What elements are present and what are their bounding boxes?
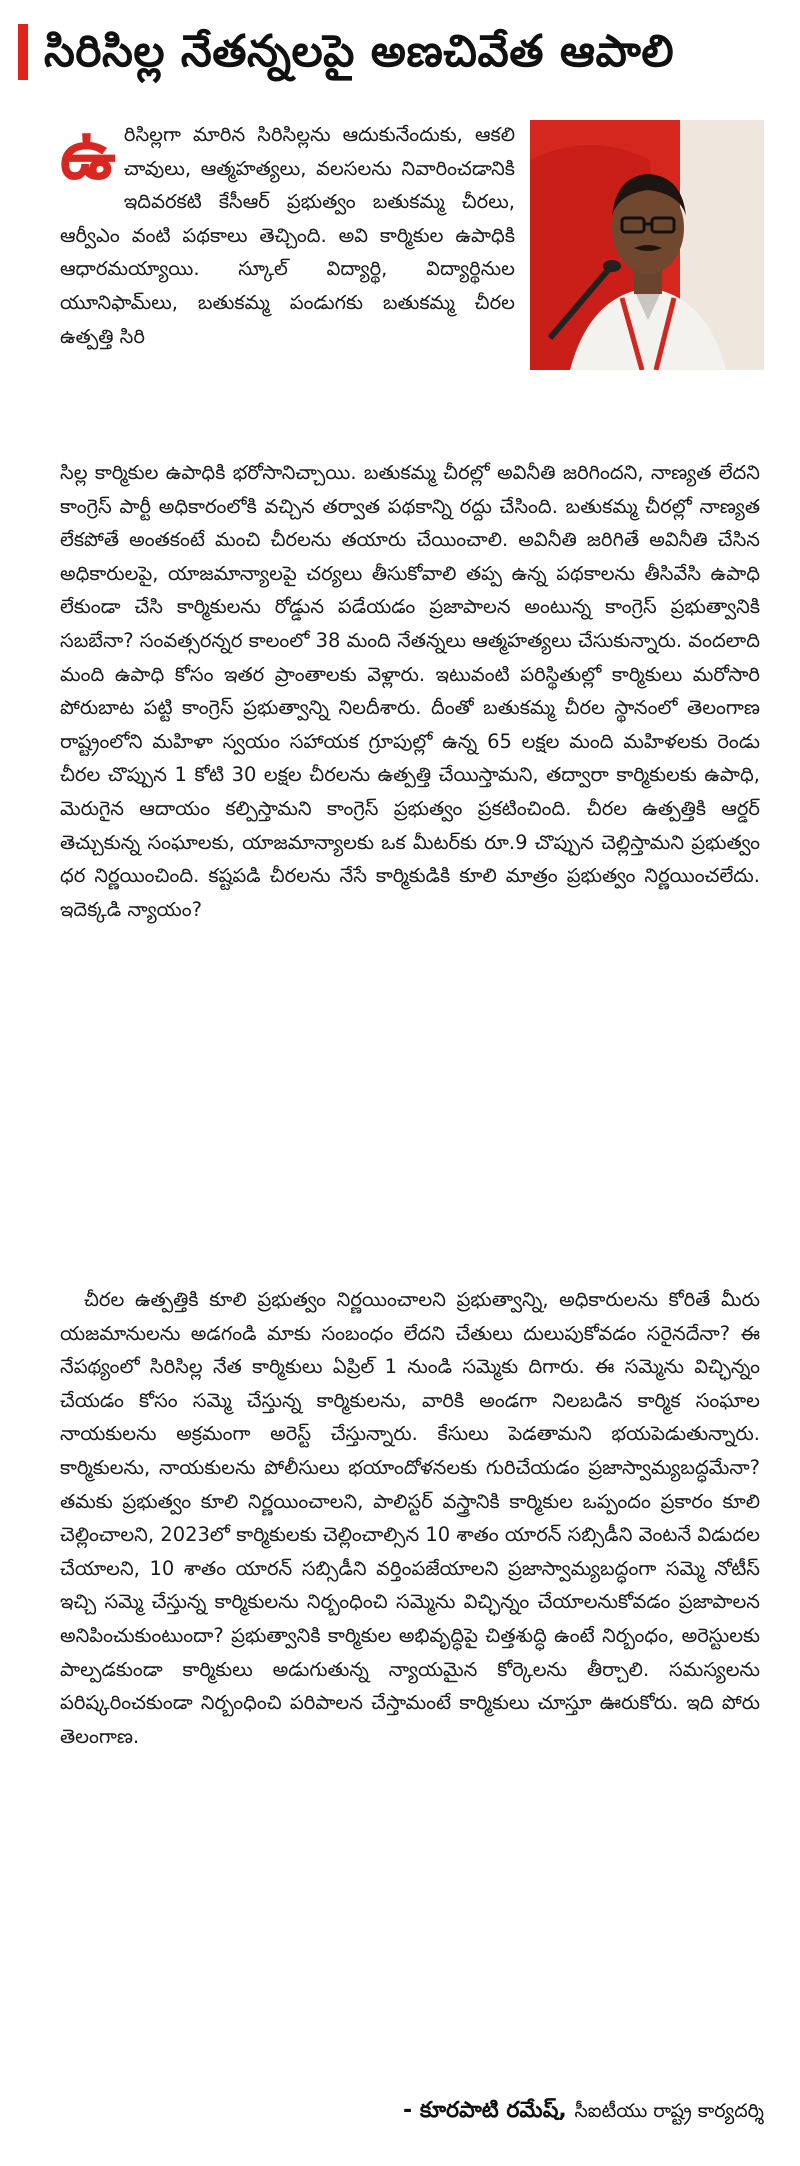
headline-accent-bar: [18, 24, 28, 80]
dropcap-letter: ఉ: [60, 113, 116, 195]
paragraph-1-rest: సిల్ల కార్మికుల ఉపాధికి భరోసానిచ్చాయి. బతుకమ్మ చీరల్లో అవినీతి జరిగిందని, నాణ్యత లేదని కాంగ్రెస్ పార్టీ అధికారంలోకి వచ్చిన తర్వాత పథకాన్ని రద్దు చేసింది. బతుకమ్మ చీరల్లో నాణ్యత లేకపోతే అంతకంటే మంచి చీరలను తయారు చేయించాలి. అవినీతి జరిగితే అవినీతి చేసిన అధికారులపై, యాజమాన్యాలపై చర్యలు తీసుకోవాలి తప్ప ఉన్న పథకాలను తీసివేసి ఉపాధి లేకుండా చేసి కార్మికులను రోడ్డున పడేయడం ప్రజాపాలన అంటున్న కాంగ్రెస్ ప్రభుత్వానికి సబబేనా? సంవత్సరన్నర కాలంలో 38 మంది నేతన్నలు ఆత్మహత్యలు చేసుకున్నారు. వందలాది మంది ఉపాధి కోసం ఇతర ప్రాంతాలకు వెళ్లారు. ఇటువంటి పరిస్థితుల్లో కార్మికులు మరోసారి పోరుబాట పట్టి కాంగ్రెస్ ప్రభుత్వాన్ని నిలదీశారు. దీంతో బతుకమ్మ చీరల స్థానంలో తెలంగాణ రాష్ట్రంలోని మహిళా స్వయం సహాయక గ్రూపుల్లో ఉన్న 65 లక్షల మంది మహిళలకు రెండు చీరల చొప్పున 1 కోటి 30 లక్షల చీరలను ఉత్పత్తి చేయిస్తామని, తద్వారా కార్మికులకు ఉపాధి, మెరుగైన ఆదాయం కల్పిస్తామని కాంగ్రెస్ ప్రభుత్వం ప్రకటించింది. చీరల ఉత్పత్తికి ఆర్డర్ తెచ్చుకున్న సంఘాలకు, యాజమాన్యాలకు ఒక మీటర్‌కు రూ.9 చొప్పున చెల్లిస్తామని ప్రభుత్వం ధర నిర్ణయించింది. కష్టపడి చీరలను నేసే కార్మికుడికి కూలి మాత్రం ప్రభుత్వం నిర్ణయించలేదు. ఇదెక్కడి న్యాయం?: [60, 461, 760, 921]
paragraph-1-rest-block: [60, 456, 760, 926]
headline: సిరిసిల్ల నేతన్నలపై అణచివేత ఆపాలి: [44, 26, 675, 77]
byline-name: - కూరపాటి రమేష్,: [403, 2098, 567, 2123]
paragraph-1-intro-block: [60, 113, 760, 353]
byline: [403, 2098, 764, 2128]
paragraph-2: చీరల ఉత్పత్తికి కూలి ప్రభుత్వం నిర్ణయించాలని ప్రభుత్వాన్ని, అధికారులను కోరితే మీరు యజమానులను అడగండి మాకు సంబంధం లేదని చేతులు దులుపుకోవడం సరైనదేనా? ఈ నేపథ్యంలో సిరిసిల్ల నేత కార్మికులు ఏప్రిల్ 1 నుండి సమ్మెకు దిగారు. ఈ సమ్మెను విచ్ఛిన్నం చేయడం కోసం సమ్మె చేస్తున్న కార్మికులను, వారికి అండగా నిలబడిన కార్మిక సంఘాల నాయకులను అక్రమంగా అరెస్ట్ చేస్తున్నారు. కేసులు పెడతామని భయపెడుతున్నారు. కార్మికులను, నాయకులను పోలీసులు భయాందోళనలకు గురిచేయడం ప్రజాస్వామ్యబద్ధమేనా? తమకు ప్రభుత్వం కూలి నిర్ణయించాలని, పాలిస్టర్ వస్త్రానికి కార్మికుల ఒప్పందం ప్రకారం కూలి చెల్లించాలని, 2023లో కార్మికులకు చెల్లించాల్సిన 10 శాతం యారన్ సబ్సిడీని వెంటనే విడుదల చేయాలని, 10 శాతం యారన్ సబ్సిడీని వర్తింపజేయాలని ప్రజాస్వామ్యబద్ధంగా సమ్మె నోటీస్ ఇచ్చి సమ్మె చేస్తున్న కార్మికులను నిర్బంధించి సమ్మెను విచ్ఛిన్నం చేయాలనుకోవడం ప్రజాపాలన అనిపించుకుంటుందా? ప్రభుత్వానికి కార్మికుల అభివృద్ధిపై చిత్తశుద్ధి ఉంటే నిర్బంధం, అరెస్టులకు పాల్పడకుండా కార్మికులు అడుగుతున్న న్యాయమైన కోర్కెలను తీర్చాలి. సమస్యలను పరిష్కరించకుండా నిర్బంధించి పరిపాలన చేస్తామంటే కార్మికులు చూస్తూ ఊరుకోరు. ఇది పోరు తెలంగాణ.: [60, 1288, 760, 1748]
paragraph-2-block: [60, 1283, 760, 1753]
byline-role: సీఐటీయు రాష్ట్ర కార్యదర్శి: [574, 2100, 764, 2122]
headline-block: [18, 16, 782, 88]
paragraph-1-intro: రిసిల్లగా మారిన సిరిసిల్లను ఆదుకునేందుకు, ఆకలి చావులు, ఆత్మహత్యలు, వలసలను నివారించడానికి ఇదివరకటి కేసీఆర్ ప్రభుత్వం బతుకమ్మ చీరలు, ఆర్వీఎం వంటి పథకాలు తెచ్చింది. అవి కార్మికుల ఉపాధికి ఆధారమయ్యాయి. స్కూల్ విద్యార్థి, విద్యార్థినుల యూనిఫామ్‌లు, బతుకమ్మ పండుగకు బతుకమ్మ చీరల ఉత్పత్తి సిరి: [60, 123, 515, 348]
